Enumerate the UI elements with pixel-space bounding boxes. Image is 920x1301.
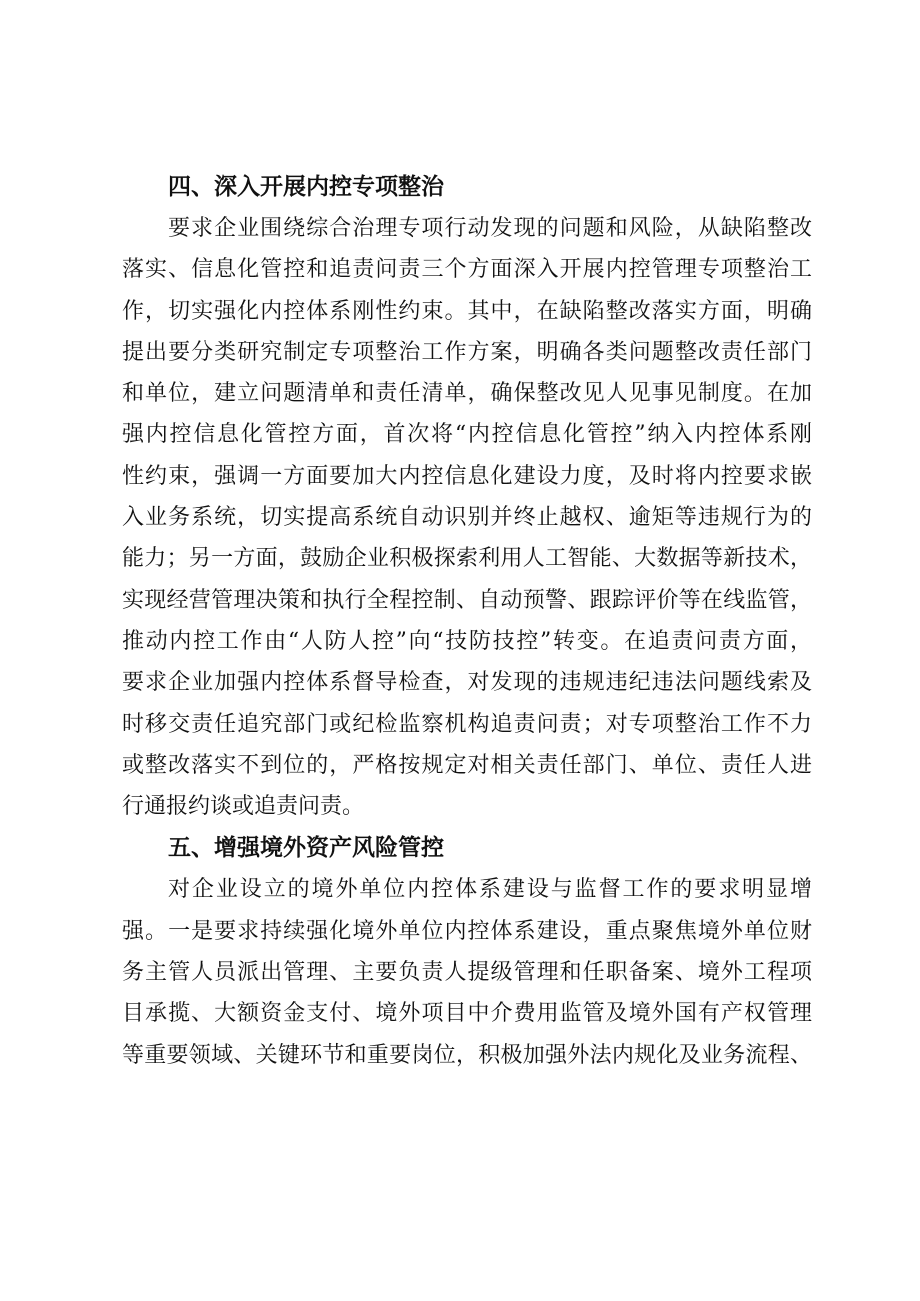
paragraph-line: 入业务系统，切实提高系统自动识别并终止越权、逾矩等违规行为的 xyxy=(122,505,812,531)
section-4-paragraph xyxy=(122,208,812,827)
paragraph-line: 目承揽、大额资金支付、境外项目中介费用监管及境外国有产权管理 xyxy=(122,1001,812,1027)
paragraph-line: 强。一是要求持续强化境外单位内控体系建设，重点聚焦境外单位财 xyxy=(122,918,812,944)
paragraph-line: 和单位，建立问题清单和责任清单，确保整改见人见事见制度。在加 xyxy=(122,381,812,407)
document-body xyxy=(122,166,812,1076)
paragraph-line: 强内控信息化管控方面，首次将“内控信息化管控”纳入内控体系刚 xyxy=(122,422,812,448)
paragraph-line: 时移交责任追究部门或纪检监察机构追责问责；对专项整治工作不力 xyxy=(122,711,812,737)
paragraph-line: 提出要分类研究制定专项整治工作方案，明确各类问题整改责任部门 xyxy=(122,339,812,365)
section-5-paragraph xyxy=(122,869,812,1075)
section-heading-4: 四、深入开展内控专项整治 xyxy=(168,174,444,200)
paragraph-line: 性约束，强调一方面要加大内控信息化建设力度，及时将内控要求嵌 xyxy=(122,463,812,489)
paragraph-line: 作，切实强化内控体系刚性约束。其中，在缺陷整改落实方面，明确 xyxy=(122,298,812,324)
paragraph-line: 能力；另一方面，鼓励企业积极探索利用人工智能、大数据等新技术， xyxy=(122,546,812,572)
section-heading-5: 五、增强境外资产风险管控 xyxy=(168,835,444,862)
paragraph-line: 等重要领域、关键环节和重要岗位，积极加强外法内规化及业务流程、 xyxy=(122,1042,812,1068)
paragraph-line: 推动内控工作由“人防人控”向“技防技控”转变。在追责问责方面， xyxy=(122,628,812,654)
paragraph-line: 行通报约谈或追责问责。 xyxy=(122,794,365,820)
paragraph-line: 或整改落实不到位的，严格按规定对相关责任部门、单位、责任人进 xyxy=(122,752,812,778)
paragraph-line: 对企业设立的境外单位内控体系建设与监督工作的要求明显增 xyxy=(168,877,812,903)
paragraph-line: 务主管人员派出管理、主要负责人提级管理和任职备案、境外工程项 xyxy=(122,960,812,986)
paragraph-line: 要求企业加强内控体系督导检查，对发现的违规违纪违法问题线索及 xyxy=(122,670,812,696)
paragraph-line: 实现经营管理决策和执行全程控制、自动预警、跟踪评价等在线监管， xyxy=(122,587,812,613)
paragraph-line: 落实、信息化管控和追责问责三个方面深入开展内控管理专项整治工 xyxy=(122,257,812,283)
paragraph-line: 要求企业围绕综合治理专项行动发现的问题和风险，从缺陷整改 xyxy=(168,216,812,241)
